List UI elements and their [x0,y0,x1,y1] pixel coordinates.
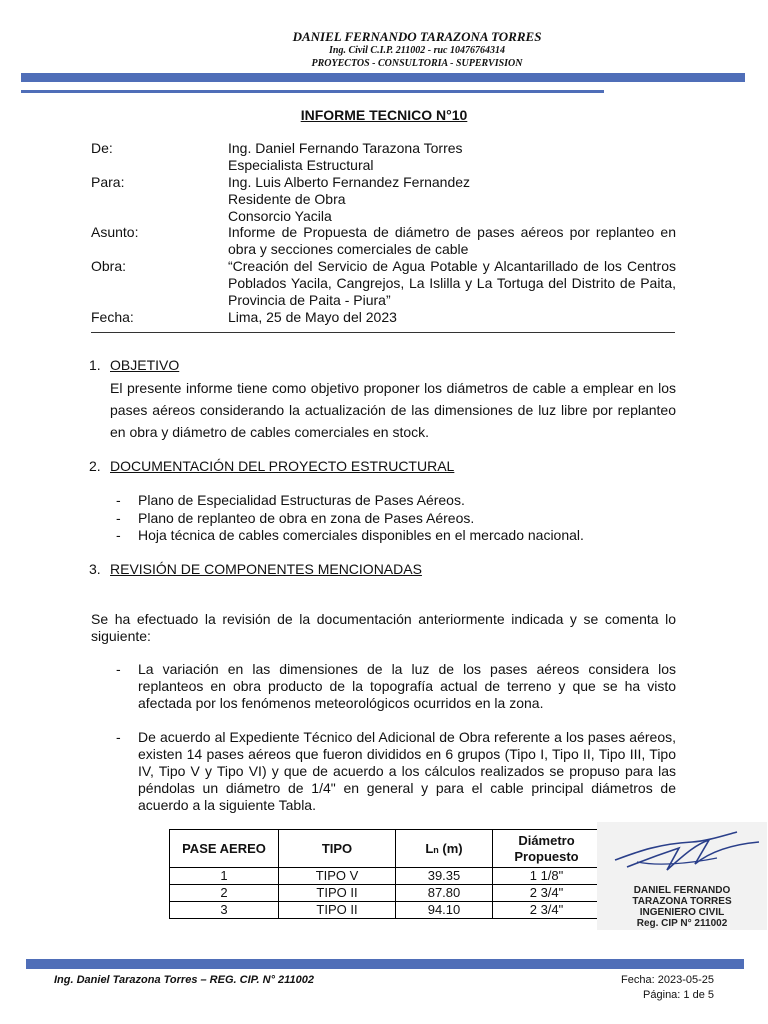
col-header-pase: PASE AEREO [170,830,279,868]
meta-fecha-label: Fecha: [91,309,134,325]
col-header-tipo: TIPO [279,830,396,868]
list-item-text: Hoja técnica de cables comerciales disponibles en el mercado nacional. [138,527,584,543]
pases-table [169,829,601,919]
meta-para-label: Para: [91,174,125,190]
table-cell: TIPO II [279,885,396,902]
col-header-diametro: Diámetro Propuesto [493,830,601,868]
footer-bar [26,959,744,969]
report-title-text: INFORME TECNICO N°10 [300,107,468,123]
bullet-dash: - [116,661,121,677]
footer-author: Ing. Daniel Tarazona Torres – REG. CIP. N° 211002 [54,974,314,986]
meta-para-line1: Ing. Luis Alberto Fernandez Fernandez [228,174,471,190]
section-number: 1. [89,357,101,373]
stamp-text [607,885,757,929]
table-cell: 87.80 [396,885,493,902]
bullet-dash: - [116,527,121,543]
section-revision-intro: Se ha efectuado la revisión de la documentación anteriormente indicada y se comenta lo siguiente: [91,611,676,644]
meta-para-value [228,174,676,225]
meta-de [91,140,675,174]
table-cell: 2 3/4" [493,885,601,902]
meta-de-line1: Ing. Daniel Fernando Tarazona Torres [228,140,463,156]
list-item [116,492,676,509]
col-header-ln: Ln (m) [396,830,493,868]
table-row [170,868,601,885]
meta-para-line3: Consorcio Yacila [228,208,332,224]
section-number: 2. [89,458,101,474]
header-bar [21,73,745,82]
meta-asunto-value: Informe de Propuesta de diámetro de pases aéreos por replanteo en obra y secciones comerciales de cable [228,224,676,257]
letterhead-credentials: Ing. Civil C.I.P. 211002 - ruc 10476764314 [329,45,505,56]
table-cell: 1 1/8" [493,868,601,885]
list-item [116,527,676,544]
meta-obra [91,258,675,309]
table-cell: TIPO V [279,868,396,885]
meta-de-value [228,140,676,174]
stamp-line1: DANIEL FERNANDO [633,885,731,896]
signature-icon [597,822,767,892]
bullet-dash: - [116,492,121,508]
report-title [0,107,768,123]
list-item [116,510,676,527]
list-item-text: Plano de replanteo de obra en zona de Pases Aéreos. [138,510,475,526]
bullet-dash: - [116,729,121,745]
stamp-line3: INGENIERO CIVIL [639,907,725,918]
meta-para [91,174,675,225]
table-cell: 2 3/4" [493,902,601,919]
table-cell: 3 [170,902,279,919]
meta-asunto [91,224,675,258]
meta-fecha [91,309,675,326]
section-title: DOCUMENTACIÓN DEL PROYECTO ESTRUCTURAL [110,458,455,474]
meta-de-label: De: [91,140,113,156]
meta-asunto-label: Asunto: [91,224,139,240]
meta-para-line2: Residente de Obra [228,191,346,207]
list-item [116,729,676,814]
letterhead-services: PROYECTOS - CONSULTORIA - SUPERVISION [311,58,523,69]
list-item-text: De acuerdo al Expediente Técnico del Adicional de Obra referente a los pases aéreos, existen 14 pases aéreos que fueron divididos en 6 grupos (Tipo I, Tipo II, Tipo III, Tipo IV, Tipo V y Tipo VI) y que de acuerdo a los cálculos realizados se propuso para las péndolas un diámetro de 1/4" en general y para el cable principal diámetros de acuerdo a la siguiente Tabla. [138,729,676,813]
meta-obra-value: “Creación del Servicio de Agua Potable y Alcantarillado de los Centros Poblados Yacila, Cangrejos, La Islilla y La Tortuga del Distrito de Paita, Provincia de Paita - Piura” [228,258,676,308]
list-item [116,661,676,712]
section-objetivo-text: El presente informe tiene como objetivo proponer los diámetros de cable a emplear en los pases aéreos considerando la actualización de las dimensiones de luz libre por replanteo en obra y diámetro de cables comerciales en stock. [110,380,676,440]
section-title: REVISIÓN DE COMPONENTES MENCIONADAS [110,561,422,577]
section-number: 3. [89,561,101,577]
table-cell: 2 [170,885,279,902]
list-item-text: La variación en las dimensiones de la luz de los pases aéreos considera los replanteos en obra producto de la topografía actual de terreno y que se ha visto afectada por los fenómenos meteorológicos ocurridos en la zona. [138,661,676,711]
meta-divider [91,332,675,333]
stamp-line2: TARAZONA TORRES [632,896,732,907]
table-cell: 39.35 [396,868,493,885]
meta-de-line2: Especialista Estructural [228,157,374,173]
list-item-text: Plano de Especialidad Estructuras de Pases Aéreos. [138,492,465,508]
table-cell: 1 [170,868,279,885]
meta-obra-label: Obra: [91,258,127,274]
header-thin-bar [21,90,604,93]
table-row [170,885,601,902]
meta-fecha-value: Lima, 25 de Mayo del 2023 [228,309,397,325]
table-cell: 94.10 [396,902,493,919]
stamp-line4: Reg. CIP N° 211002 [636,918,728,929]
section-title: OBJETIVO [110,357,180,373]
table-cell: TIPO II [279,902,396,919]
footer-date: Fecha: 2023-05-25 [621,974,714,986]
table-row [170,902,601,919]
table-header-row [170,830,601,868]
letterhead-name: DANIEL FERNANDO TARAZONA TORRES [292,29,542,44]
bullet-dash: - [116,510,121,526]
footer-page-number: Página: 1 de 5 [643,989,714,1001]
